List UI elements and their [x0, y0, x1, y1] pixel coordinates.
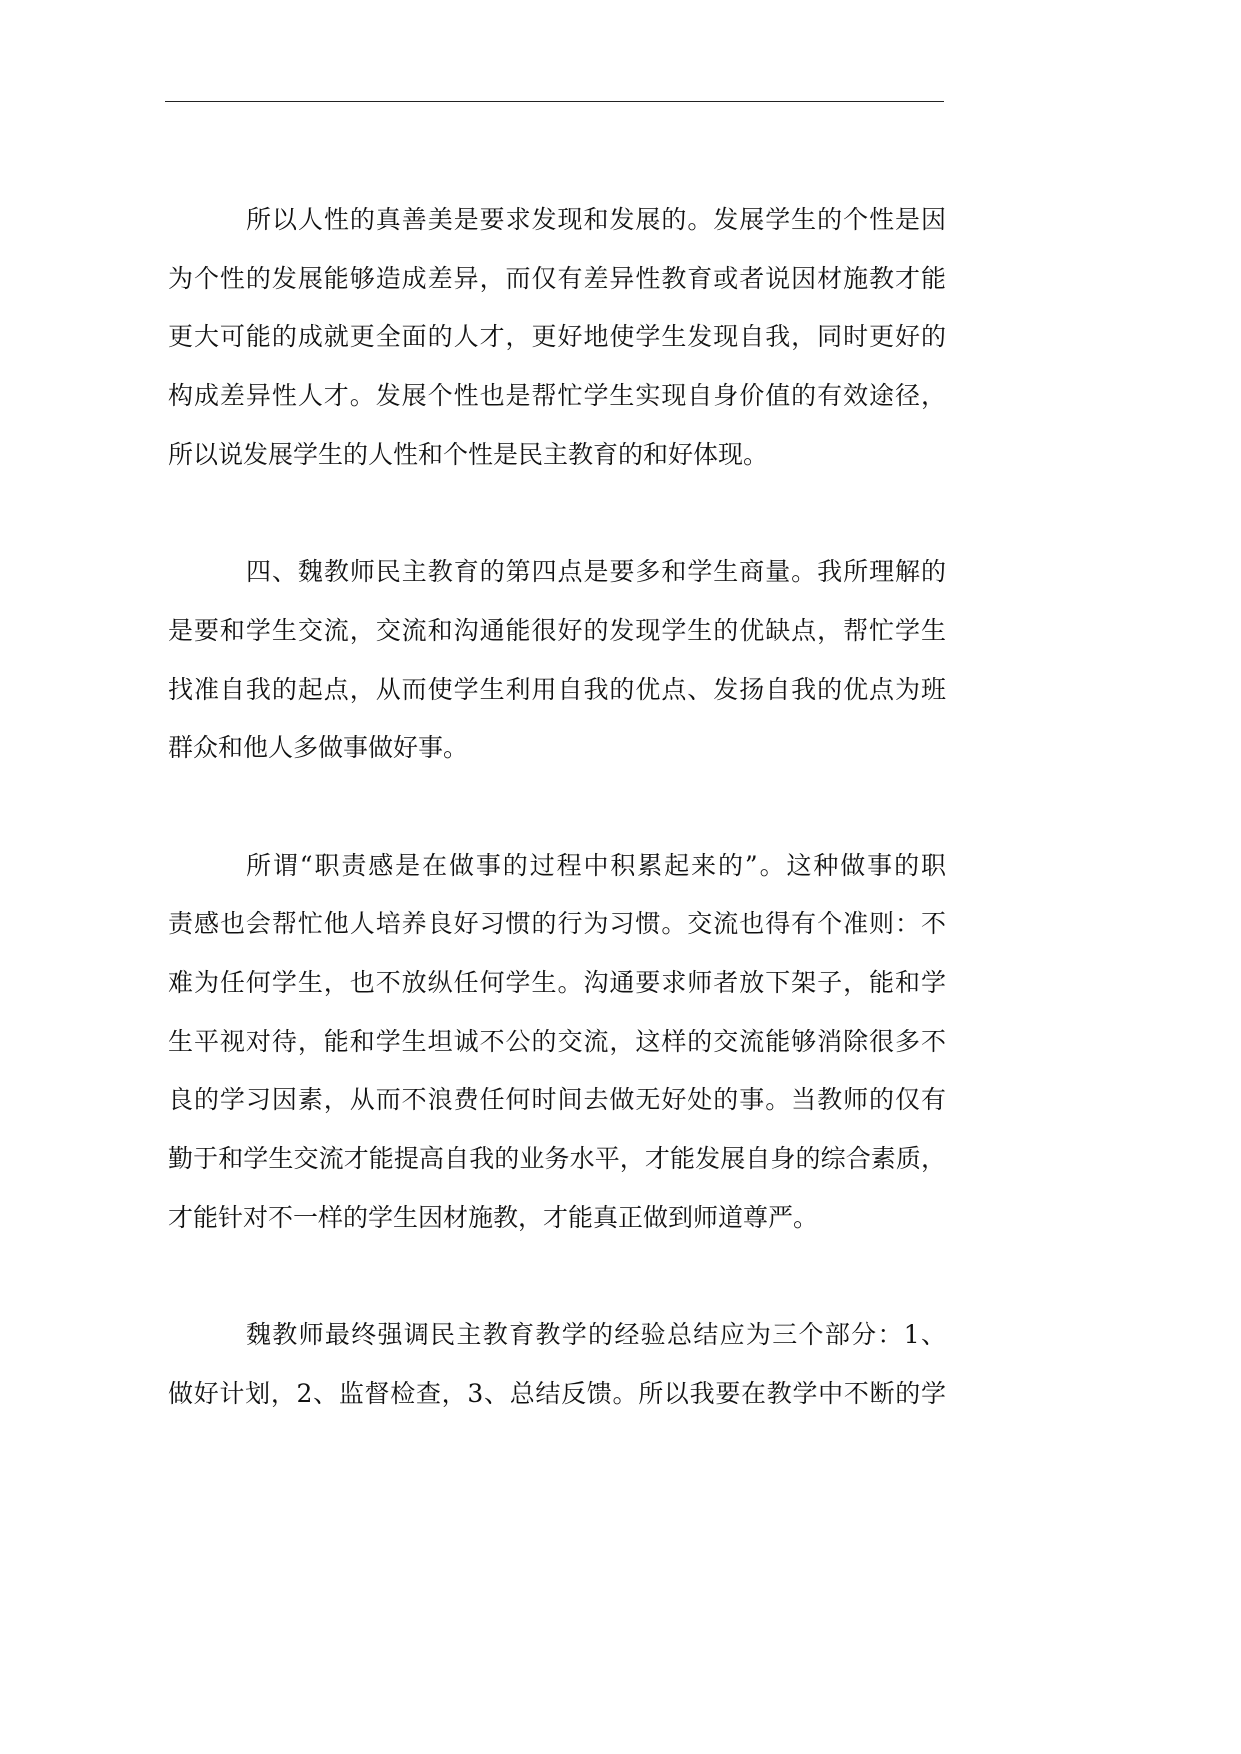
text-line: 更大可能的成就更全面的人才，更好地使学生发现自我，同时更好的: [168, 322, 946, 352]
text-line: 是要和学生交流，交流和沟通能很好的发现学生的优缺点，帮忙学生: [168, 615, 946, 645]
text-line: 做好计划，2、监督检查，3、总结反馈。所以我要在教学中不断的学: [168, 1378, 946, 1408]
text-line: 所谓“职责感是在做事的过程中积累起来的”。这种做事的职: [246, 850, 946, 880]
text-line: 所以说发展学生的人性和个性是民主教育的和好体现。: [168, 439, 769, 469]
text-line: 良的学习因素，从而不浪费任何时间去做无好处的事。当教师的仅有: [168, 1085, 946, 1115]
text-line: 构成差异性人才。发展个性也是帮忙学生实现自身价值的有效途径，: [168, 381, 946, 411]
text-line: 四、魏教师民主教育的第四点是要多和学生商量。我所理解的: [246, 557, 946, 587]
document-body: [168, 191, 946, 1482]
text-line: 勤于和学生交流才能提高自我的业务水平，才能发展自身的综合素质，: [168, 1144, 946, 1173]
text-line: 责感也会帮忙他人培养良好习惯的行为习惯。交流也得有个准则：不: [168, 909, 946, 939]
text-line: 群众和他人多做事做好事。: [168, 733, 469, 763]
text-line: 才能针对不一样的学生因材施教，才能真正做到师道尊严。: [168, 1202, 819, 1232]
text-line: 找准自我的起点，从而使学生利用自我的优点、发扬自我的优点为班: [168, 674, 946, 704]
header-rule: [165, 101, 944, 102]
text-line: 魏教师最终强调民主教育教学的经验总结应为三个部分：1、: [246, 1320, 946, 1350]
paragraph: [168, 543, 946, 778]
paragraph: [168, 191, 946, 484]
text-line: 生平视对待，能和学生坦诚不公的交流，这样的交流能够消除很多不: [168, 1026, 946, 1056]
text-line: 难为任何学生，也不放纵任何学生。沟通要求师者放下架子，能和学: [168, 967, 946, 997]
text-line: 为个性的发展能够造成差异，而仅有差异性教育或者说因材施教才能: [168, 263, 946, 293]
text-line: 所以人性的真善美是要求发现和发展的。发展学生的个性是因: [246, 205, 946, 234]
paragraph: [168, 1306, 946, 1423]
paragraph: [168, 837, 946, 1248]
